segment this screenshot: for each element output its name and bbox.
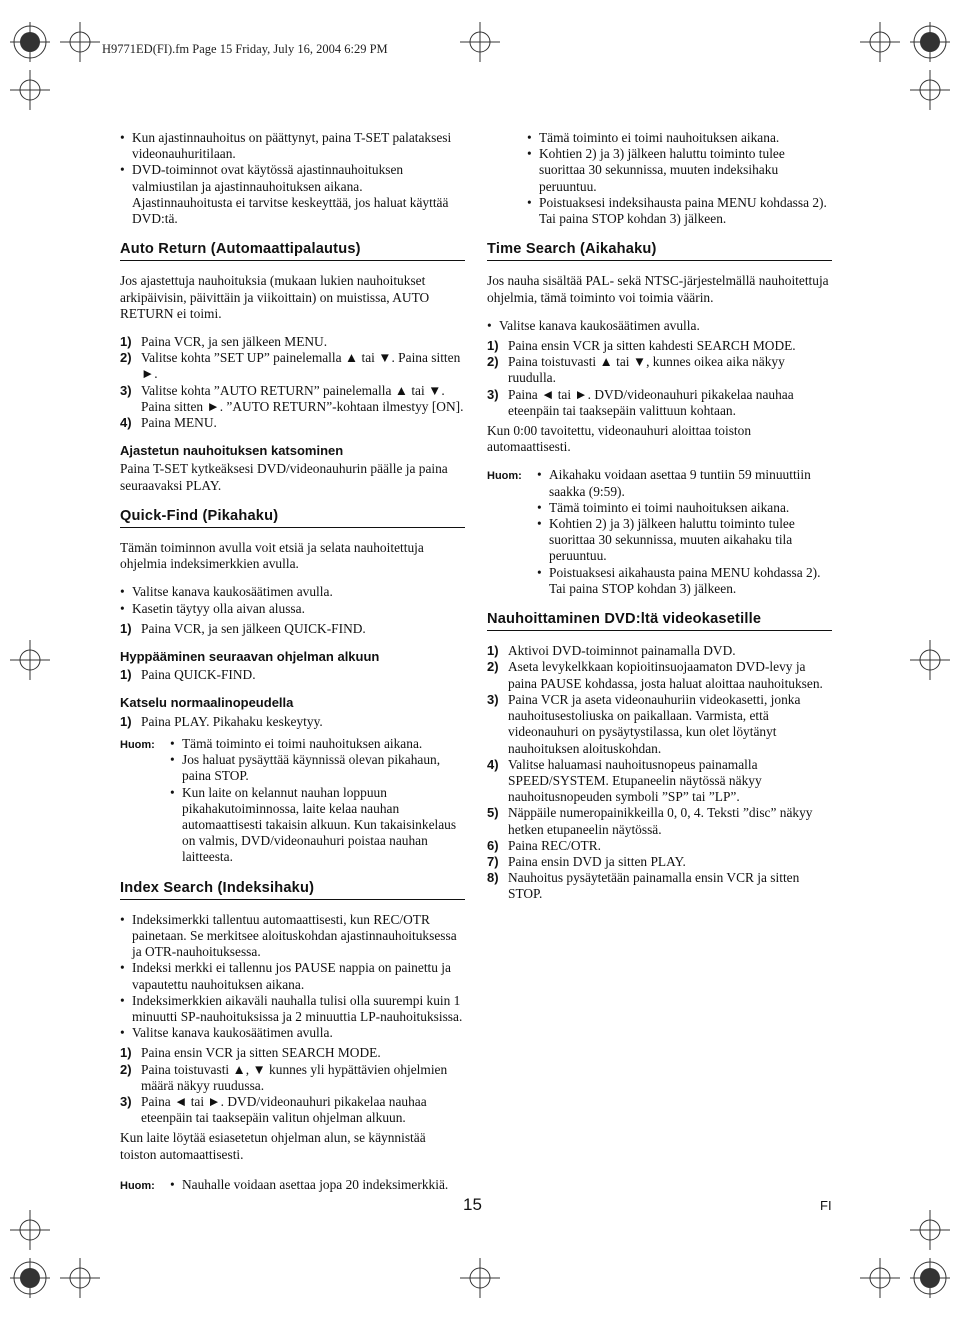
step-text: Valitse kohta ”AUTO RETURN” painelemalla ▲ tai ▼. Paina sitten ►. ”AUTO RETURN”-kohtaan ilmestyy [ON]. — [141, 382, 464, 414]
step-number: 3) — [120, 382, 132, 398]
step-number: 3) — [487, 691, 499, 707]
step-item — [120, 621, 465, 637]
step-item — [487, 354, 832, 386]
step-number: 1) — [120, 667, 132, 683]
page-number: 15 — [463, 1195, 482, 1214]
step-number: 8) — [487, 870, 499, 886]
step-item — [487, 659, 832, 691]
crosshair-mark-icon — [8, 1256, 52, 1300]
step-text: Paina VCR, ja sen jälkeen QUICK-FIND. — [141, 620, 366, 636]
step-item — [487, 338, 832, 354]
note-item: • Kun laite on kelannut nauhan loppuun pikahakutoiminnossa, laite kelaa nauhan automaattisesti takaisin alkuun. Kun takaisinkelaus on valmis, DVD/videonauhuri poistaa nauhan laitteesta. — [170, 785, 465, 866]
subheading-watching: Ajastetun nauhoituksen katsominen — [120, 443, 344, 459]
note-list — [170, 736, 465, 866]
list-item: • Valitse kanava kaukosäätimen avulla. — [120, 1025, 465, 1041]
dvd-to-video-steps — [487, 643, 832, 902]
section-heading-quick-find: Quick-Find (Pikahaku) — [120, 508, 465, 528]
list-item: • Indeksimerkkien aikaväli nauhalla tulisi olla suurempi kuin 1 minuutti SP-nauhoituksissa ja 2 minuuttia LP-nauhoituksissa. — [120, 993, 465, 1025]
step-number: 3) — [487, 386, 499, 402]
crosshair-mark-icon — [908, 638, 952, 682]
step-item — [487, 692, 832, 757]
crosshair-mark-icon — [58, 20, 102, 64]
step-text: Paina toistuvasti ▲ tai ▼, kunnes oikea aika näkyy ruudulla. — [508, 354, 785, 386]
crosshair-mark-icon — [8, 638, 52, 682]
list-item: • DVD-toiminnot ovat käytössä ajastinnauhoituksen valmiustilan ja ajastinnauhoituksen aikana. Ajastinnauhoitusta ei tarvitse keskeyttää, jos haluat käyttää DVD:tä. — [120, 162, 465, 227]
step-item — [487, 870, 832, 902]
step-number: 1) — [487, 338, 499, 354]
step-item — [120, 1045, 465, 1061]
step-number: 2) — [120, 1061, 132, 1077]
subheading-normal-speed: Katselu normaalinopeudella — [120, 695, 294, 711]
step-text: Aktivoi DVD-toiminnot painamalla DVD. — [508, 643, 736, 659]
note-item: • Tämä toiminto ei toimi nauhoituksen aikana. — [170, 736, 465, 752]
step-text: Paina MENU. — [141, 415, 217, 431]
normal-speed-steps — [120, 714, 465, 730]
section-heading-time-search: Time Search (Aikahaku) — [487, 241, 832, 261]
step-text: Paina ensin VCR ja sitten SEARCH MODE. — [141, 1045, 381, 1061]
step-item — [487, 643, 832, 659]
intro-list — [120, 130, 465, 227]
step-number: 3) — [120, 1093, 132, 1109]
step-text: Paina QUICK-FIND. — [141, 667, 256, 683]
crosshair-mark-icon — [858, 20, 902, 64]
crosshair-mark-icon — [908, 68, 952, 112]
section-heading-dvd-to-video: Nauhoittaminen DVD:ltä videokasetille — [487, 611, 832, 631]
crosshair-mark-icon — [458, 1256, 502, 1300]
paragraph: Tämän toiminnon avulla voit etsiä ja selata nauhoitettuja ohjelmia indeksimerkkien avulla. — [120, 540, 424, 572]
paragraph: Jos nauha sisältää PAL- sekä NTSC-järjestelmällä nauhoitettuja ohjelmia, tämä toiminto voi toimia väärin. — [487, 273, 829, 305]
paragraph: Kun 0:00 tavoitettu, videonauhuri aloittaa toiston automaattisesti. — [487, 423, 752, 455]
step-text: Valitse kohta ”SET UP” painelemalla ▲ tai ▼. Paina sitten ►. — [141, 350, 461, 382]
list-item: • Valitse kanava kaukosäätimen avulla. — [120, 584, 465, 600]
step-number: 7) — [487, 853, 499, 869]
step-text: Paina REC/OTR. — [508, 837, 601, 853]
auto-return-steps — [120, 334, 465, 431]
step-item — [120, 667, 465, 683]
note-item: • Aikahaku voidaan asettaa 9 tuntiin 59 minuuttiin saakka (9:59). — [537, 467, 832, 499]
subheading-next-program: Hyppääminen seuraavan ohjelman alkuun — [120, 649, 380, 665]
index-search-bullets — [120, 912, 465, 1042]
top-notes — [487, 130, 832, 227]
crosshair-mark-icon — [8, 68, 52, 112]
step-number: 4) — [120, 415, 132, 431]
quick-find-steps — [120, 621, 465, 637]
section-heading-auto-return: Auto Return (Automaattipalautus) — [120, 241, 465, 261]
crosshair-mark-icon — [858, 1256, 902, 1300]
step-item — [487, 838, 832, 854]
crosshair-mark-icon — [908, 1208, 952, 1252]
note-item: • Tämä toiminto ei toimi nauhoituksen aikana. — [537, 500, 832, 516]
step-number: 2) — [120, 350, 132, 366]
step-number: 2) — [487, 354, 499, 370]
note-item: • Kohtien 2) ja 3) jälkeen haluttu toiminto tulee suorittaa 30 sekunnissa, muuten aikahaku tila peruuntuu. — [537, 516, 832, 565]
step-number: 1) — [120, 713, 132, 729]
note-item: • Nauhalle voidaan asettaa jopa 20 indeksimerkkiä. — [170, 1177, 465, 1193]
right-column — [487, 130, 832, 907]
list-item: • Indeksimerkki tallentuu automaattisesti, kun REC/OTR painetaan. Se merkitsee aloituskohdan ajastinnauhoituksessa ja OTR-nauhoituksessa. — [120, 912, 465, 961]
step-item — [120, 1062, 465, 1094]
list-item: • Indeksi merkki ei tallennu jos PAUSE nappia on painettu ja vapautettu nauhoituksen aikana. — [120, 960, 465, 992]
language-code: FI — [820, 1198, 832, 1213]
step-text: Nauhoitus pysäytetään painamalla ensin VCR ja sitten STOP. — [508, 870, 800, 902]
crosshair-mark-icon — [8, 1208, 52, 1252]
paragraph: Paina T-SET kytkeäksesi DVD/videonauhurin päälle ja paina seuraavaksi PLAY. — [120, 461, 448, 493]
step-item — [487, 387, 832, 419]
note-item: • Tämä toiminto ei toimi nauhoituksen aikana. — [527, 130, 832, 146]
quick-find-bullets — [120, 584, 465, 616]
step-item — [487, 757, 832, 806]
step-item — [120, 383, 465, 415]
step-text: Paina ◄ tai ►. DVD/videonauhuri pikakelaa nauhaa eteenpäin tai taaksepäin valittuun kohtaan. — [508, 386, 794, 418]
step-text: Valitse haluamasi nauhoitusnopeus painamalla SPEED/SYSTEM. Etupaneelin näytössä näkyy nauhoitusnopeuden symboli ”SP” tai ”LP”. — [508, 756, 762, 805]
crosshair-mark-icon — [908, 1256, 952, 1300]
time-search-bullets — [487, 318, 832, 334]
step-number: 2) — [487, 659, 499, 675]
crosshair-mark-icon — [908, 20, 952, 64]
step-number: 1) — [120, 334, 132, 350]
step-number: 6) — [487, 837, 499, 853]
step-text: Paina toistuvasti ▲, ▼ kunnes yli hypättävien ohjelmien määrä näkyy ruudussa. — [141, 1061, 448, 1093]
note-label: Huom: — [487, 470, 522, 483]
crosshair-mark-icon — [8, 20, 52, 64]
step-text: Näppäile numeropainikkeilla 0, 0, 4. Teksti ”disc” näkyy hetken etupaneelin näytössä. — [508, 805, 813, 837]
step-text: Paina VCR ja aseta videonauhuriin videokasetti, jonka nauhoitusestoliuska on paikallaan. Varmista, että videonauhuri on pysäytystilassa, kun olet löytänyt nauhoituksen aloituskohdan. — [508, 691, 801, 756]
note-list — [170, 1177, 465, 1194]
step-item — [120, 334, 465, 350]
note-block — [120, 1177, 465, 1194]
step-text: Paina ensin DVD ja sitten PLAY. — [508, 853, 686, 869]
note-item: • Kohtien 2) ja 3) jälkeen haluttu toiminto tulee suorittaa 30 sekunnissa, muuten indeksihaku peruuntuu. — [527, 146, 832, 195]
list-item: • Kasetin täytyy olla aivan alussa. — [120, 601, 465, 617]
step-item — [120, 415, 465, 431]
time-search-steps — [487, 338, 832, 419]
note-list — [537, 467, 832, 597]
next-program-steps — [120, 667, 465, 683]
step-number: 1) — [120, 1045, 132, 1061]
file-header: H9771ED(FI).fm Page 15 Friday, July 16, 2004 6:29 PM — [102, 42, 388, 56]
step-number: 4) — [487, 756, 499, 772]
step-text: Paina ◄ tai ►. DVD/videonauhuri pikakelaa nauhaa eteenpäin tai taaksepäin valitun ohjelman alkuun. — [141, 1093, 427, 1126]
step-text: Paina ensin VCR ja sitten kahdesti SEARCH MODE. — [508, 338, 796, 354]
paragraph: Kun laite löytää esiasetetun ohjelman alun, se käynnistää toiston automaattisesti. — [120, 1130, 426, 1162]
step-number: 5) — [487, 805, 499, 821]
section-heading-index-search: Index Search (Indeksihaku) — [120, 880, 465, 900]
left-column — [120, 130, 465, 1204]
note-item: • Jos haluat pysäyttää käynnissä olevan pikahaun, paina STOP. — [170, 752, 465, 784]
step-item — [120, 714, 465, 730]
step-number: 1) — [487, 643, 499, 659]
crosshair-mark-icon — [58, 1256, 102, 1300]
list-item: • Kun ajastinnauhoitus on päättynyt, paina T-SET palataksesi videonauhuritilaan. — [120, 130, 465, 162]
step-number: 1) — [120, 620, 132, 636]
step-item — [487, 854, 832, 870]
step-text: Paina VCR, ja sen jälkeen MENU. — [141, 334, 328, 350]
step-text: Paina PLAY. Pikahaku keskeytyy. — [141, 713, 323, 729]
note-block — [487, 467, 832, 597]
list-item: • Valitse kanava kaukosäätimen avulla. — [487, 318, 832, 334]
note-item: • Poistuaksesi indeksihausta paina MENU kohdassa 2). Tai paina STOP kohdan 3) jälkeen. — [527, 195, 832, 227]
paragraph: Jos ajastettuja nauhoituksia (mukaan lukien nauhoitukset arkipäivisin, päivittäin ja viikoittain) on muistissa, AUTO RETURN ei toimi. — [120, 273, 430, 321]
note-label: Huom: — [120, 1179, 155, 1192]
index-search-steps — [120, 1045, 465, 1126]
note-label: Huom: — [120, 738, 155, 751]
step-text: Aseta levykelkkaan kopioitinsuojaamaton DVD-levy ja paina PAUSE kohdassa, josta haluat aloittaa nauhoituksen. — [508, 659, 823, 691]
step-item — [120, 1094, 465, 1126]
note-item: • Poistuaksesi aikahausta paina MENU kohdassa 2). Tai paina STOP kohdan 3) jälkeen. — [537, 565, 832, 597]
crosshair-mark-icon — [458, 20, 502, 64]
step-item — [120, 350, 465, 382]
note-block — [120, 736, 465, 866]
step-item — [487, 805, 832, 837]
